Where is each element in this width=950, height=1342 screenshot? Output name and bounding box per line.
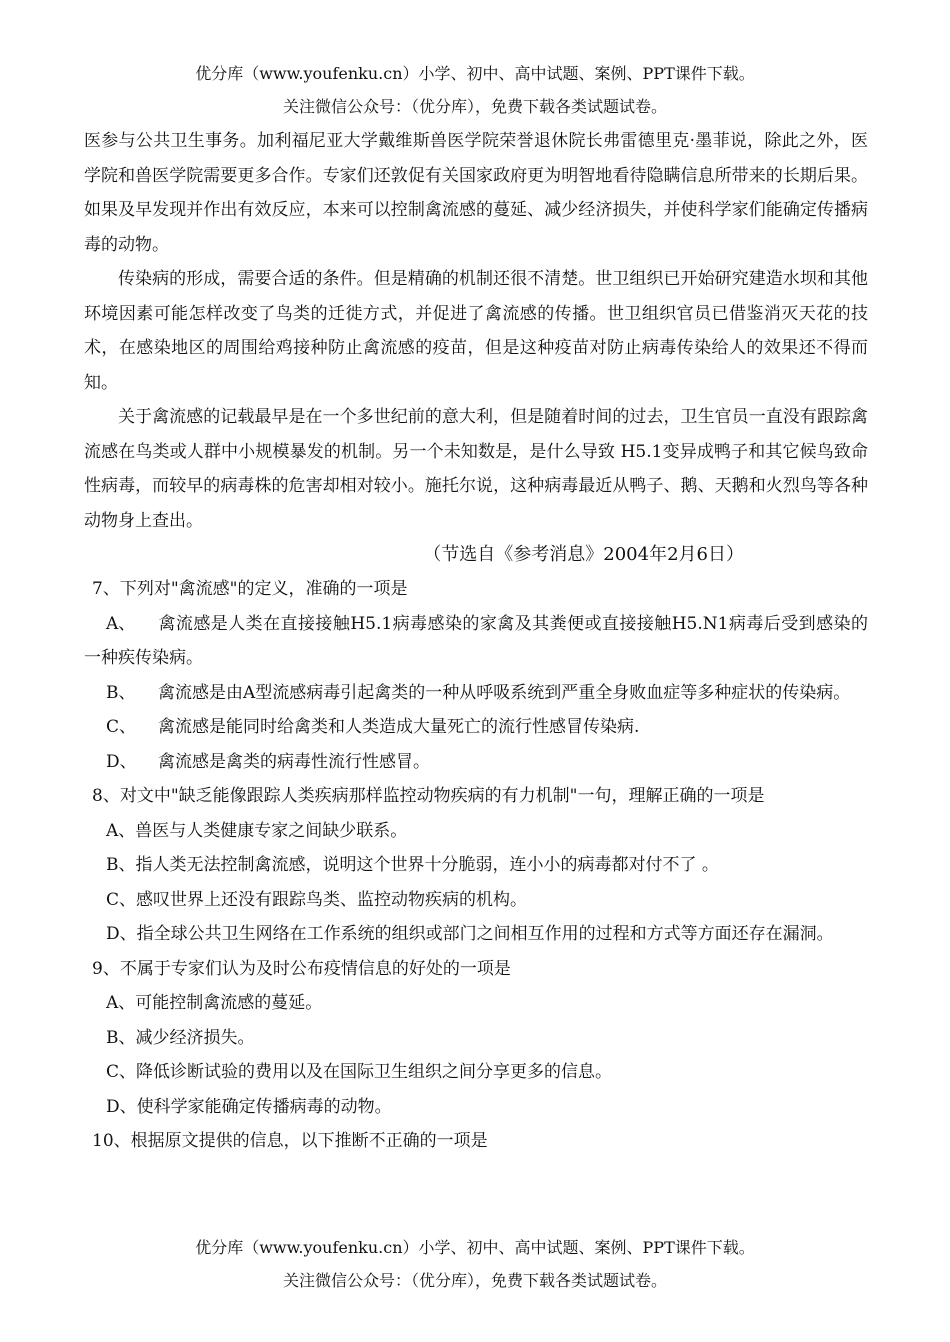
option-label: A、 <box>106 613 136 634</box>
question-7-option-c <box>84 710 868 745</box>
article-paragraph: 医参与公共卫生事务。加利福尼亚大学戴维斯兽医学院荣誉退休院长弗雷德里克·墨菲说，除此之外，医学院和兽医学院需要更多合作。专家们还敦促有关国家政府更为明智地看待隐瞒信息所带来的长期后果。如果及早发现并作出有效反应，本来可以控制禽流感的蔓延、减少经济损失，并使科学家们能确定传播病毒的动物。 <box>84 131 868 255</box>
option-label: C、 <box>106 717 137 737</box>
header-line-2: 关注微信公众号：（优分库），免费下载各类试题试卷。 <box>282 97 667 116</box>
question-7-option-b <box>84 676 868 711</box>
option-text: 禽流感是能同时给禽类和人类造成大量死亡的流行性感冒传染病. <box>158 717 640 737</box>
header-line-1: 优分库（www.youfenku.cn）小学、初中、高中试题、案例、PPT课件下载。 <box>195 64 755 83</box>
article-source: （节选自《参考消息》2004年2月6日） <box>423 544 744 565</box>
option-text: 禽流感是人类在直接接触H5.1病毒感染的家禽及其粪便或直接接触H5.N1病毒后受到感染的一种疾传染病。 <box>84 613 868 668</box>
question-9-option-b: B、减少经济损失。 <box>106 1027 255 1048</box>
question-8-option-a: A、兽医与人类健康专家之间缺少联系。 <box>106 820 408 841</box>
question-10-stem: 10、根据原文提供的信息，以下推断不正确的一项是 <box>92 1131 488 1151</box>
question-9-stem: 9、不属于专家们认为及时公布疫情信息的好处的一项是 <box>92 958 511 979</box>
question-7-option-d <box>84 745 868 780</box>
question-7-stem: 7、下列对"禽流感"的定义，准确的一项是 <box>92 579 408 599</box>
footer-line-2: 关注微信公众号：（优分库），免费下载各类试题试卷。 <box>282 1271 667 1290</box>
article-paragraph: 传染病的形成，需要合适的条件。但是精确的机制还很不清楚。世卫组织已开始研究建造水坝和其他环境因素可能怎样改变了鸟类的迁徙方式，并促进了禽流感的传播。世卫组织官员已借鉴消灭天花的技术，在感染地区的周围给鸡接种防止禽流感的疫苗，但是这种疫苗对防止病毒传染给人的效果还不得而知。 <box>84 269 868 393</box>
option-label: D、 <box>106 751 137 772</box>
option-text: 禽流感是由A型流感病毒引起禽类的一种从呼吸系统到严重全身败血症等多种症状的传染病。 <box>158 682 851 703</box>
question-9-option-c: C、降低诊断试验的费用以及在国际卫生组织之间分享更多的信息。 <box>106 1062 613 1082</box>
option-text: 禽流感是禽类的病毒性流行性感冒。 <box>158 751 430 772</box>
question-8-option-c: C、感叹世界上还没有跟踪鸟类、监控动物疾病的机构。 <box>106 889 528 910</box>
option-label: B、 <box>106 682 136 703</box>
document-body <box>84 124 868 1159</box>
question-8-option-b: B、指人类无法控制禽流感，说明这个世界十分脆弱，连小小的病毒都对付不了 。 <box>106 855 719 875</box>
question-7-option-a <box>84 607 868 676</box>
question-8-option-d: D、指全球公共卫生网络在工作系统的组织或部门之间相互作用的过程和方式等方面还存在漏洞。 <box>106 924 834 944</box>
question-8-stem: 8、对文中"缺乏能像跟踪人类疾病那样监控动物疾病的有力机制"一句，理解正确的一项是 <box>92 786 765 806</box>
footer-line-1: 优分库（www.youfenku.cn）小学、初中、高中试题、案例、PPT课件下载。 <box>195 1238 755 1257</box>
question-9-option-a: A、可能控制禽流感的蔓延。 <box>106 993 323 1013</box>
question-9-option-d: D、使科学家能确定传播病毒的动物。 <box>106 1096 392 1117</box>
article-paragraph: 关于禽流感的记载最早是在一个多世纪前的意大利，但是随着时间的过去，卫生官员一直没有跟踪禽流感在鸟类或人群中小规模暴发的机制。另一个未知数是，是什么导致 H5.1变异成鸭子和其它候鸟致命性病毒，而较早的病毒株的危害却相对较小。施托尔说，这种病毒最近从鸭子、鹅、天鹅和火烈鸟等各种动物身上查出。 <box>84 407 868 531</box>
